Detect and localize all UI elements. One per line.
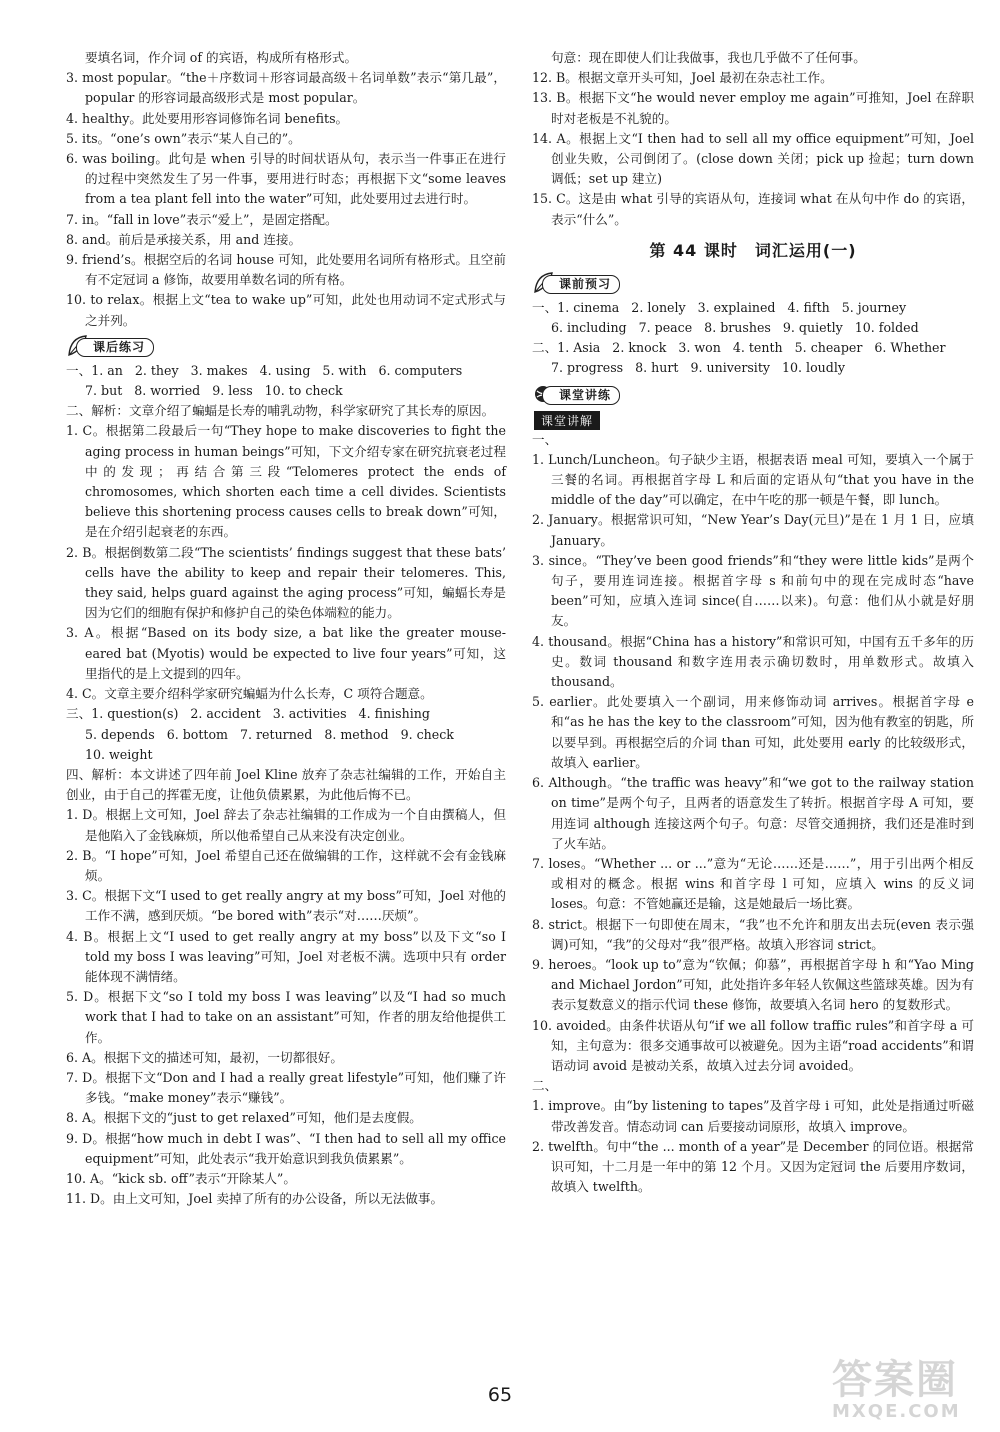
sentence-meaning: 句意：现在即使人们让我做事，我也几乎做不了任何事。 xyxy=(551,50,866,65)
answer-2: 2. twelfth。句中“the ... month of a year”是 December 的同位语。根据常识可知，十二月是一年中的第 12 个月。又因为定冠词 the 后要用序数词，故填入 twelfth。 xyxy=(532,1138,974,1195)
answer-3: 3. since。“They’ve been good friends”和“they were little kids”是两个句子，要用连词连接。根据首字母 s 和前句中的现在完成时态“have been”可知，应填入连词 since(自……以来)。句意：他们从小就是好朋友。 xyxy=(532,552,974,629)
answer-7: 7. D。根据下文“Don and I had a really great lifestyle”可知，他们赚了许多钱。“make money”表示“赚钱”。 xyxy=(66,1069,506,1106)
answer-4: 4. B。根据上文“I used to get really angry at my boss”以及下文“so I told my boss I was leaving”可知，Joel 对老板不满。选项中只有 order 能体现不满情绪。 xyxy=(66,928,506,984)
answer-1: 1. D。根据上文可知，Joel 辞去了杂志社编辑的工作成为一个自由撰稿人，但是他陷入了金钱麻烦，所以他希望自己从来没有决定创业。 xyxy=(66,807,506,843)
section-banner-classroom xyxy=(532,381,974,407)
answer-10: 10. to relax。根据上文“tea to wake up”可知，此处也用动词不定式形式与之并列。 xyxy=(66,292,506,328)
answer-fragment: 要填名词，作介词 of 的宾语，构成所有格形式。 xyxy=(85,50,358,65)
answer-3: 3. A。根据“Based on its body size, a bat like the greater mouse-eared bat (Myotis) would be expected to live four years”可知，这里指代的是上文提到的四年。 xyxy=(66,625,506,681)
classroom-explanation-tag-row xyxy=(532,409,974,430)
answer-row: 10. weight xyxy=(85,746,153,762)
page-number: 65 xyxy=(487,1384,513,1406)
answer-5: 5. D。根据下文“so I told my boss I was leaving”以及“I had so much work that I had to take on an assistant”可知，作者的朋友给他提供工作。 xyxy=(66,989,506,1045)
answer-6: 6. Although。“the traffic was heavy”和“we got to the railway station on time”是两个句子，且两者的语意发生了转折。根据首字母 A 可知，要用连词 although 连接这两个句子。句意：尽管交通拥挤，我们还是准时到了火车站。 xyxy=(532,775,974,851)
answer-15: 15. C。这是由 what 引导的宾语从句，连接词 what 在从句中作 do 的宾语，表示“什么”。 xyxy=(532,191,974,227)
classroom-explanation-tag: 课堂讲解 xyxy=(534,411,600,430)
answer-1: 1. C。根据第二段最后一句“They hope to make discoveries to fight the aging process in human beings”可知，下文介绍专家在研究抗衰老过程中的发现；再结合第三段“Telomeres protect the ends of chromosomes, which shorten each time a cell divides. Scientists believe this shortening process causes cells to break down”可知，是在介绍引起衰老的东西。 xyxy=(66,423,506,540)
section-banner-after-class xyxy=(66,333,506,359)
banner-label: 课堂讲练 xyxy=(542,386,620,405)
answer-row: 6. including 7. peace 8. brushes 9. quietly 10. folded xyxy=(551,320,919,336)
answer-7: 7. in。“fall in love”表示“爱上”，是固定搭配。 xyxy=(66,211,338,227)
answer-8: 8. A。根据下文的“just to get relaxed”可知，他们是去度假。 xyxy=(66,1110,422,1126)
answer-row: 三、1. question(s) 2. accident 3. activities 4. finishing xyxy=(66,706,430,722)
watermark-main: 答案圈 xyxy=(832,1357,958,1403)
answer-row: 一、1. an 2. they 3. makes 4. using 5. with 6. computers xyxy=(66,362,463,378)
answer-4: 4. C。文章主要介绍科学家研究蝙蝠为什么长寿，C 项符合题意。 xyxy=(66,686,433,702)
answer-2: 2. B。根据倒数第二段“The scientists’ findings suggest that these bats’ cells have the ability to keep and repair their telomeres. This, they said, helps guard against the aging process”可知，蝙蝠长寿是因为它们的细胞有保护和修护自己的染色体端粒的能力。 xyxy=(66,544,506,621)
answer-10: 10. avoided。由条件状语从句“if we all follow traffic rules”和首字母 a 可知，主句意为：很多交通事故可以被避免。因为主语“road accidents”和谓语动词 avoid 是被动关系，故填入过去分词 avoided。 xyxy=(532,1017,974,1073)
section-heading: 一、 xyxy=(532,431,558,447)
analysis-text: 二、解析：文章介绍了蝙蝠是长寿的哺乳动物，科学家研究了其长寿的原因。 xyxy=(66,403,495,419)
answer-1: 1. Lunch/Luncheon。句子缺少主语，根据表语 meal 可知，要填入一个属于三餐的名词。再根据首字母 L 和后面的定语从句“that you have in the middle of the day”可以确定，在中午吃的那一顿是午餐，即 lunch。 xyxy=(532,451,974,508)
answer-4: 4. thousand。根据“China has a history”和常识可知，中国有五千多年的历史。数词 thousand 和数字连用表示确切数时，用单数形式。故填入 thousand。 xyxy=(532,633,974,690)
answer-13: 13. B。根据下文“he would never employ me again”可推知，Joel 在辞职时对老板是不礼貌的。 xyxy=(532,90,974,126)
answer-12: 12. B。根据文章开头可知，Joel 最初在杂志社工作。 xyxy=(532,70,833,86)
answer-1: 1. improve。由“by listening to tapes”及首字母 i 可知，此处是指通过听磁带改善发音。情态动词 can 后要接动词原形，故填入 improve。 xyxy=(532,1098,974,1134)
answer-8: 8. and。前后是承接关系，用 and 连接。 xyxy=(66,231,302,247)
left-column xyxy=(66,48,506,1209)
answer-row: 5. depends 6. bottom 7. returned 8. method 9. check xyxy=(85,726,454,742)
answer-3: 3. most popular。“the＋序数词＋形容词最高级＋名词单数”表示“第几最”，popular 的形容词最高级形式是 most popular。 xyxy=(66,70,506,106)
answer-2: 2. B。“I hope”可知，Joel 希望自己还在做编辑的工作，这样就不会有金钱麻烦。 xyxy=(66,847,506,883)
answer-row: 一、1. cinema 2. lonely 3. explained 4. fifth 5. journey xyxy=(532,299,907,315)
answer-9: 9. D。根据“how much in debt I was”、“I then had to sell all my office equipment”可知，此处表示“我开始意识到我负债累累”。 xyxy=(66,1130,506,1166)
answer-3: 3. C。根据下文“I used to get really angry at my boss”可知，Joel 对他的工作不满，感到厌烦。“be bored with”表示“对……厌烦”。 xyxy=(66,888,506,924)
answer-10: 10. A。“kick sb. off”表示“开除某人”。 xyxy=(66,1170,296,1186)
answer-7: 7. loses。“Whether ... or ...”意为“无论……还是……”，用于引出两个相反或相对的概念。根据 wins 和首字母 l 可知，应填入 wins 的反义词 loses。句意：不管她赢还是输，这是她最后一场比赛。 xyxy=(532,855,974,912)
answer-8: 8. strict。根据下一句即使在周末，“我”也不允许和朋友出去玩(even 表示强调)可知，“我”的父母对“我”很严格。故填入形容词 strict。 xyxy=(532,916,974,952)
answer-row: 7. but 8. worried 9. less 10. to check xyxy=(85,383,343,399)
answer-5: 5. earlier。此处要填入一个副词，用来修饰动词 arrives。根据首字母 e 和“as he has the key to the classroom”可知，因为他有教室的钥匙，所以要早到。再根据空后的介词 than 可知，此处要用 early 的比较级形式，故填入 earlier。 xyxy=(532,694,974,770)
lesson-title: 第 44 课时 词汇运用(一) xyxy=(649,240,857,260)
answer-14: 14. A。根据上文“I then had to sell all my office equipment”可知，Joel 创业失败，公司倒闭了。(close down 关闭；pick up 捡起；turn down 调低；set up 建立) xyxy=(532,130,974,187)
answer-row: 二、1. Asia 2. knock 3. won 4. tenth 5. cheaper 6. Whether xyxy=(532,340,946,356)
banner-label: 课后练习 xyxy=(76,338,154,357)
banner-label: 课前预习 xyxy=(542,275,620,294)
right-column xyxy=(532,48,974,1197)
section-banner-preview xyxy=(532,270,974,296)
answer-2: 2. January。根据常识可知，“New Year’s Day(元旦)”是在 1 月 1 日，应填 January。 xyxy=(532,512,974,548)
analysis-text: 四、解析：本文讲述了四年前 Joel Kline 放弃了杂志社编辑的工作，开始自主创业，由于自己的挥霍无度，让他负债累累，为此他后悔不已。 xyxy=(66,766,506,803)
answer-11: 11. D。由上文可知，Joel 卖掉了所有的办公设备，所以无法做事。 xyxy=(66,1191,444,1207)
answer-row: 7. progress 8. hurt 9. university 10. loudly xyxy=(551,360,845,376)
section-heading: 二、 xyxy=(532,1078,558,1094)
watermark-sub: MXQE.COM xyxy=(832,1401,961,1422)
answer-9: 9. friend’s。根据空后的名词 house 可知，此处要用名词所有格形式。且空前有不定冠词 a 修饰，故要用单数名词的所有格。 xyxy=(66,252,506,288)
watermark-logo xyxy=(832,1358,982,1424)
answer-6: 6. A。根据下文的描述可知，最初，一切都很好。 xyxy=(66,1049,343,1065)
answer-6: 6. was boiling。此句是 when 引导的时间状语从句，表示当一件事正在进行的过程中突然发生了另一件事，要用进行时态；再根据下文“some leaves from a tea plant fell into the water”可知，此处要用过去进行时。 xyxy=(66,151,506,207)
answer-5: 5. its。“one’s own”表示“某人自己的”。 xyxy=(66,130,301,146)
answer-9: 9. heroes。“look up to”意为“钦佩；仰慕”，再根据首字母 h 和“Yao Ming and Michael Jordon”可知，此处指许多年轻人钦佩这些篮球英雄。因为有表示复数意义的指示代词 these 修饰，故要填入名词 hero 的复数形式。 xyxy=(532,956,974,1013)
answer-4: 4. healthy。此处要用形容词修饰名词 benefits。 xyxy=(66,110,349,126)
